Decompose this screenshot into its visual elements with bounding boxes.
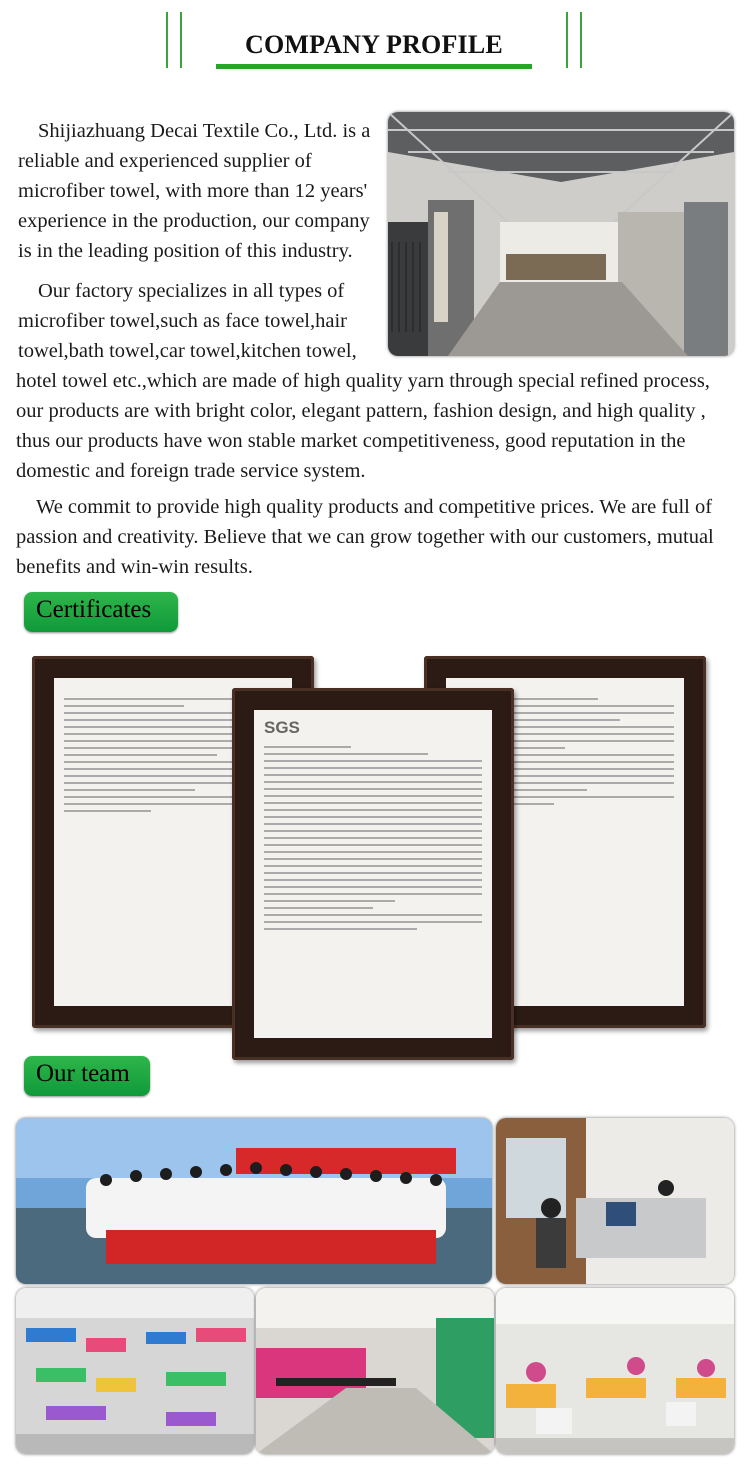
office-photo bbox=[496, 1118, 734, 1284]
yarn-warehouse-photo bbox=[16, 1288, 254, 1454]
sgs-test-report bbox=[254, 710, 492, 1038]
intro-paragraph-2-end: hotel towel etc.,which are made of high quality yarn through special refined process, our products are with bright color, elegant pattern, fashion design, and high quality , thus our products have won stable market competitiveness, good reputation in the domestic and foreign trade service system. bbox=[16, 370, 710, 482]
factory-entrance-photo bbox=[388, 112, 734, 356]
page-header bbox=[166, 12, 582, 68]
intro-paragraph-1: Shijiazhuang Decai Textile Co., Ltd. is a reliable and experienced supplier of microfiber towel, with more than 12 years' experience in the production, our company is in the leading position of this industry. bbox=[18, 120, 371, 262]
sgs-test-report-frame bbox=[232, 688, 514, 1060]
sgs-logo: SGS bbox=[264, 718, 300, 737]
production-hall-photo bbox=[256, 1288, 494, 1454]
sewing-workshop-photo bbox=[496, 1288, 734, 1454]
intro-paragraph-2-start: Our factory specializes in all types of microfiber towel,such as face towel,hair towel,bath towel,car towel,kitchen towel, bbox=[18, 280, 357, 362]
page-title: COMPANY PROFILE bbox=[245, 30, 503, 59]
team-group-photo bbox=[16, 1118, 492, 1284]
intro-paragraph-3: We commit to provide high quality products and competitive prices. We are full of passion and creativity. Believe that we can grow together with our customers, mutual benefits and win-win results. bbox=[16, 496, 714, 578]
title-underline bbox=[216, 64, 532, 69]
our-team-heading: Our team bbox=[24, 1056, 150, 1096]
certificates-heading: Certificates bbox=[24, 592, 178, 632]
certificates-gallery bbox=[0, 640, 750, 1060]
